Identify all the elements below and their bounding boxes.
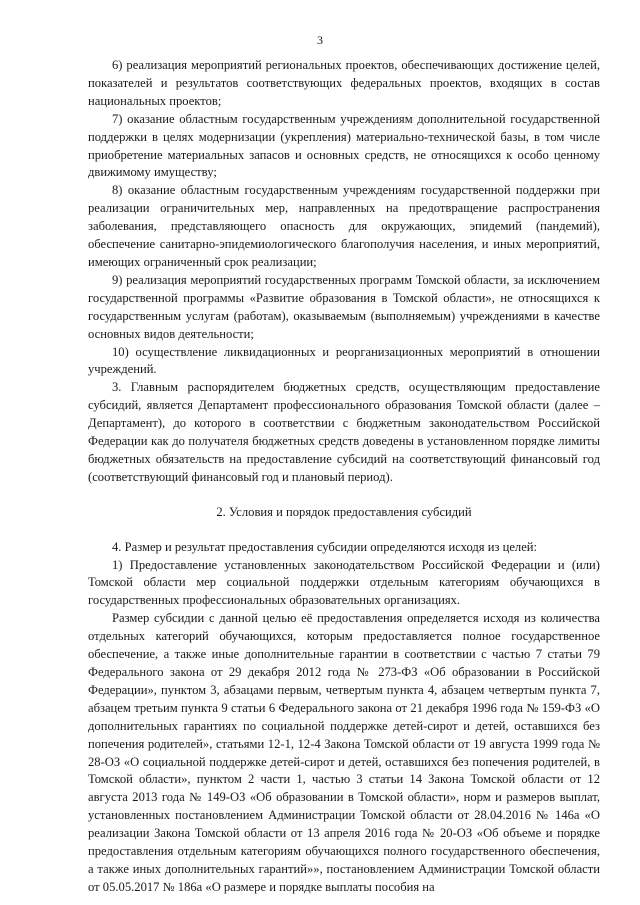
section-heading: 2. Условия и порядок предоставления субсидий bbox=[216, 504, 472, 519]
paragraph-clause-3: 3. Главным распорядителем бюджетных средств, осуществляющим предоставление субсидий, является Департамент профессионального образования Томской области (далее – Департамент), до которого в соответствии с бюджетным законодательством Российской Федерации как до получателя бюджетных средств доведены в установленном порядке лимиты бюджетных обязательств на предоставление субсидий на соответствующий финансовый год (соответствующий финансовый год и плановый период). bbox=[88, 380, 600, 484]
paragraph-item-9: 9) реализация мероприятий государственных программ Томской области, за исключением государственной программы «Развитие образования в Томской области», не относящихся к государственным услугам (работам), оказываемым (выполняемым) учреждениями в качестве основных видов деятельности; bbox=[88, 272, 600, 341]
paragraph-subitem-1: 1) Предоставление установленных законодательством Российской Федерации и (или) Томской области мер социальной поддержки отдельным категориям обучающихся в государственных профессиональных образовательных организациях. bbox=[88, 557, 600, 608]
paragraph-item-6: 6) реализация мероприятий региональных проектов, обеспечивающих достижение целей, показателей и результатов соответствующих федеральных проектов, входящих в состав национальных проектов; bbox=[88, 58, 600, 108]
paragraph-clause-4: 4. Размер и результат предоставления субсидии определяются исходя из целей: bbox=[112, 539, 538, 554]
paragraph-subsidy-size: Размер субсидии с данной целью её предоставления определяется исходя из количества отдельных категорий обучающихся, которым предоставляется полное государственное обеспечение, а также иные дополнительные гарантии в соответствии с частью 7 статьи 79 Федерального закона от 29 декабря 2012 года № 273-ФЗ «Об образовании в Российской Федерации», пунктом 3, абзацами первым, четвертым пункта 4, абзацем четвертым пункта 7, абзацем третьим пункта 9 статьи 6 Федерального закона от 21 декабря 1996 года № 159-ФЗ «О дополнительных гарантиях по социальной поддержке детей-сирот и детей, оставшихся без попечения родителей», статьями 12-1, 12-4 Закона Томской области от 19 августа 1999 года № 28-ОЗ «О социальной поддержке детей-сирот и детей, оставшихся без попечения родителей, в Томской области», пунктом 2 части 1, частью 3 статьи 14 Закона Томской области от 12 августа 2013 года № 149-ОЗ «Об образовании в Томской области», норм и размеров выплат, установленных постановлением Администрации Томской области от 28.04.2016 № 146а «О реализации Закона Томской области от 13 апреля 2016 года № 20-ОЗ «Об объеме и порядке предоставления отдельным категориям обучающихся полного государственного обеспечения, а также иных дополнительных гарантий»», постановлением Администрации Томской области от 05.05.2017 № 186а «О размере и порядке выплаты пособия на bbox=[88, 611, 600, 894]
document-body bbox=[88, 57, 600, 897]
paragraph-item-7: 7) оказание областным государственным учреждениям дополнительной государственной поддержки в целях модернизации (укрепления) материально-технической базы, в том числе приобретение материальных запасов и основных средств, не относящихся к особо ценному движимому имуществу; bbox=[88, 111, 600, 180]
paragraph-item-8: 8) оказание областным государственным учреждениям государственной поддержки при реализации ограничительных мер, направленных на предотвращение распространения заболевания, представляющего опасность для окружающих, эпидемий (пандемий), обеспечение санитарно-эпидемиологического благополучия населения, и иных мероприятий, имеющих ограниченный срок реализации; bbox=[88, 183, 600, 269]
page-number: 3 bbox=[317, 33, 323, 47]
paragraph-item-10: 10) осуществление ликвидационных и реорганизационных мероприятий в отношении учреждений. bbox=[88, 344, 600, 377]
